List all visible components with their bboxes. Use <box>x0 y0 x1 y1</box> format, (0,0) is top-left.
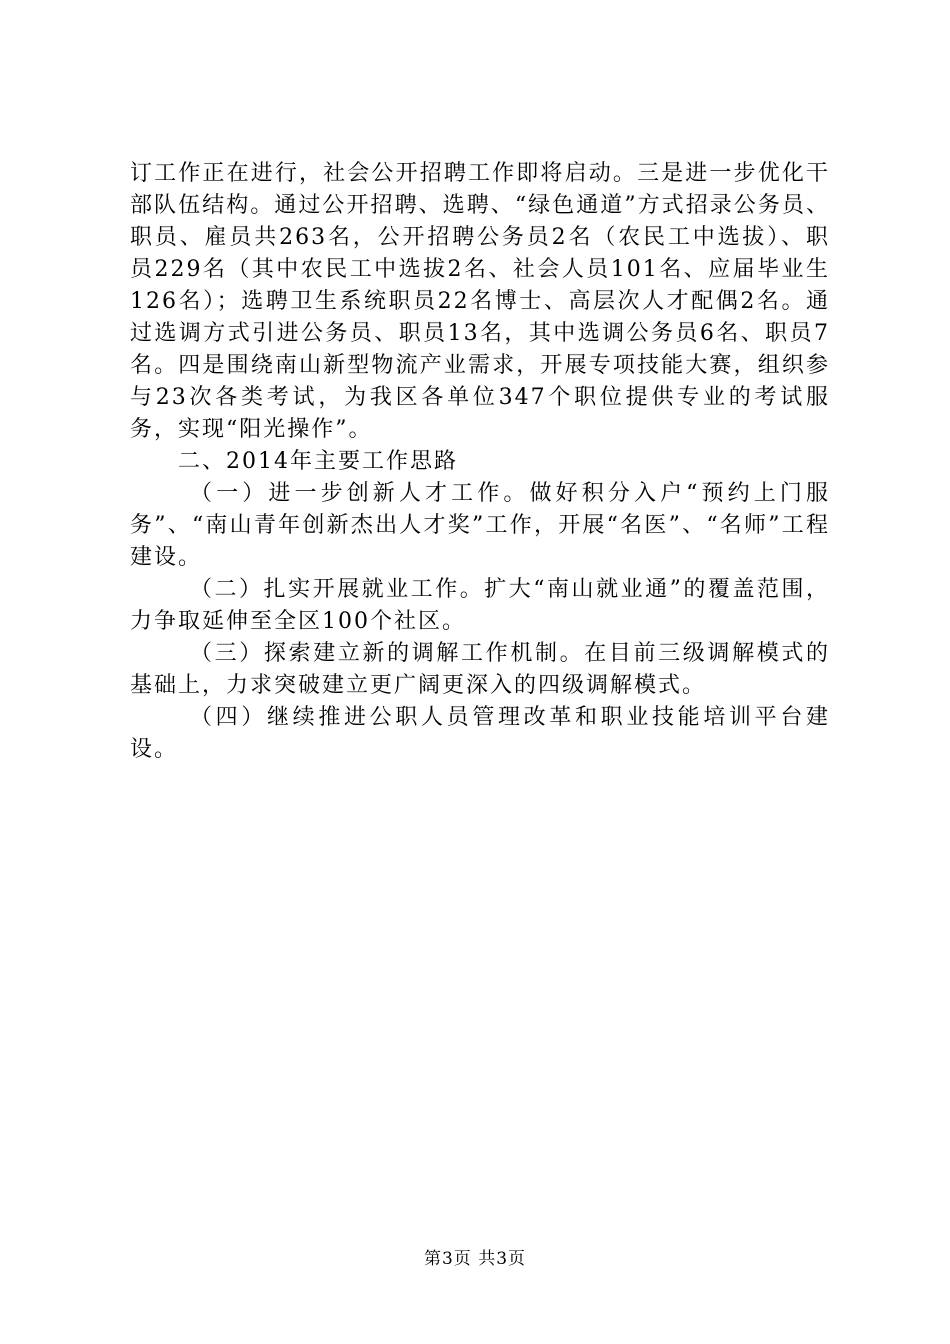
paragraph-item-2: （二）扎实开展就业工作。扩大“南山就业通”的覆盖范围，力争取延伸至全区100个社区。 <box>130 577 830 634</box>
paragraph-item-4: （四）继续推进公职人员管理改革和职业技能培训平台建设。 <box>130 705 830 762</box>
paragraph-item-3: （三）探索建立新的调解工作机制。在目前三级调解模式的基础上，力求突破建立更广阔更深入的四级调解模式。 <box>130 641 830 698</box>
page-footer: 第3页 共3页 <box>423 1249 527 1269</box>
paragraph-item-1: （一）进一步创新人才工作。做好积分入户“预约上门服务”、“南山青年创新杰出人才奖”工作，开展“名医”、“名师”工程建设。 <box>130 481 830 570</box>
document-body <box>130 158 830 766</box>
section-heading: 二、2014年主要工作思路 <box>178 449 458 474</box>
paragraph-continuation: 订工作正在进行，社会公开招聘工作即将启动。三是进一步优化干部队伍结构。通过公开招聘、选聘、“绿色通道”方式招录公务员、职员、雇员共263名，公开招聘公务员2名（农民工中选拔）、职员229名（其中农民工中选拔2名、社会人员101名、应届毕业生126名）；选聘卫生系统职员22名博士、高层次人才配偶2名。通过选调方式引进公务员、职员13名，其中选调公务员6名、职员7名。四是围绕南山新型物流产业需求，开展专项技能大赛，组织参与23次各类考试，为我区各单位347个职位提供专业的考试服务，实现“阳光操作”。 <box>130 161 830 442</box>
